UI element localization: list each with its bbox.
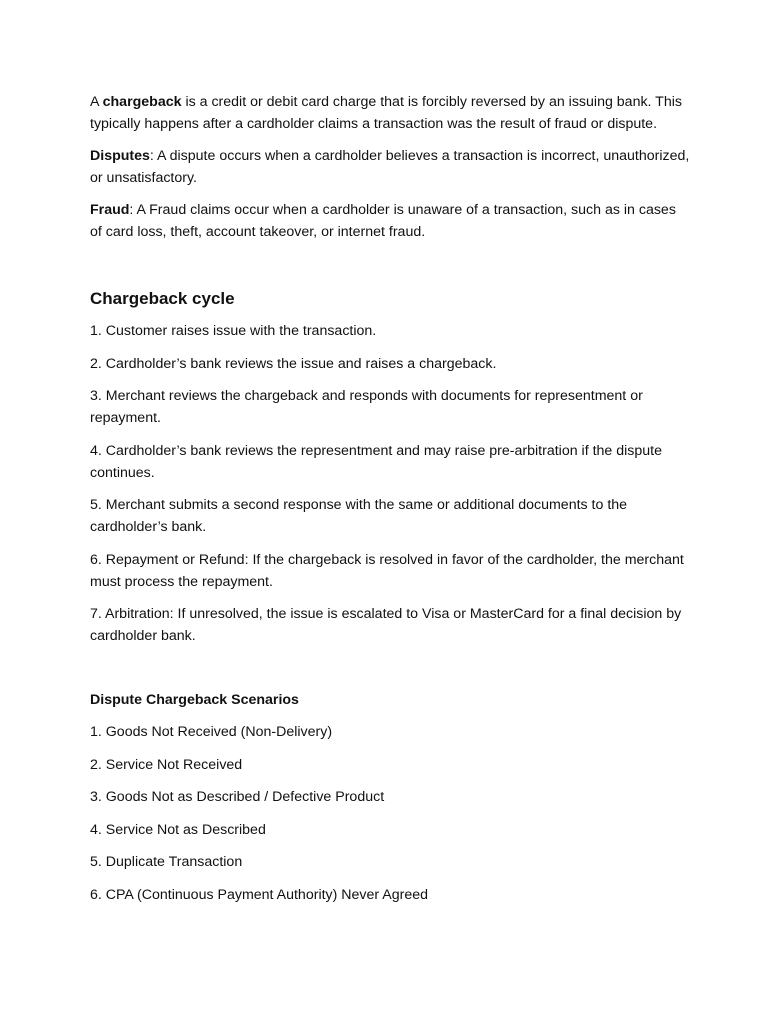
list-item: 6. CPA (Continuous Payment Authority) Never Agreed	[90, 886, 429, 903]
list-item: 4. Cardholder’s bank reviews the representment and may raise pre-arbitration if the dispute continues.	[90, 442, 663, 481]
list-item: 4. Service Not as Described	[90, 821, 266, 838]
list-item: 2. Service Not Received	[90, 756, 243, 773]
intro-paragraph	[90, 91, 690, 135]
intro-term: chargeback	[102, 94, 182, 110]
list-item: 3. Goods Not as Described / Defective Product	[90, 789, 385, 805]
list-item: 3. Merchant reviews the chargeback and responds with documents for representment or repayment.	[90, 388, 643, 426]
section-heading-chargeback-cycle: Chargeback cycle	[90, 289, 235, 308]
definition-term: Disputes	[90, 148, 150, 164]
list-item: 1. Customer raises issue with the transaction.	[90, 323, 377, 339]
definition-disputes	[90, 145, 690, 189]
list-item: 7. Arbitration: If unresolved, the issue is escalated to Visa or MasterCard for a final decision by cardholder bank.	[90, 606, 682, 644]
definition-text: : A Fraud claims occur when a cardholder is unaware of a transaction, such as in cases of card loss, theft, account takeover, or internet fraud.	[90, 202, 676, 240]
section-heading-dispute-scenarios: Dispute Chargeback Scenarios	[90, 692, 299, 708]
intro-prefix: A	[90, 94, 103, 110]
list-item: 6. Repayment or Refund: If the chargeback is resolved in favor of the cardholder, the merchant must process the repayment.	[90, 551, 684, 590]
dispute-scenarios-list	[90, 721, 690, 906]
definition-term: Fraud	[90, 202, 130, 218]
list-item: 5. Duplicate Transaction	[90, 854, 243, 870]
list-item: 2. Cardholder’s bank reviews the issue and raises a chargeback.	[90, 355, 497, 372]
definition-text: : A dispute occurs when a cardholder believes a transaction is incorrect, unauthorized, or unsatisfactory.	[90, 148, 690, 186]
list-item: 1. Goods Not Received (Non-Delivery)	[90, 724, 333, 740]
list-item: 5. Merchant submits a second response with the same or additional documents to the cardholder’s bank.	[90, 497, 628, 535]
intro-text: is a credit or debit card charge that is forcibly reversed by an issuing bank. This typically happens after a cardholder claims a transaction was the result of fraud or dispute.	[90, 94, 682, 132]
definition-fraud	[90, 199, 690, 243]
chargeback-cycle-list	[90, 320, 690, 647]
document-page	[90, 91, 690, 916]
